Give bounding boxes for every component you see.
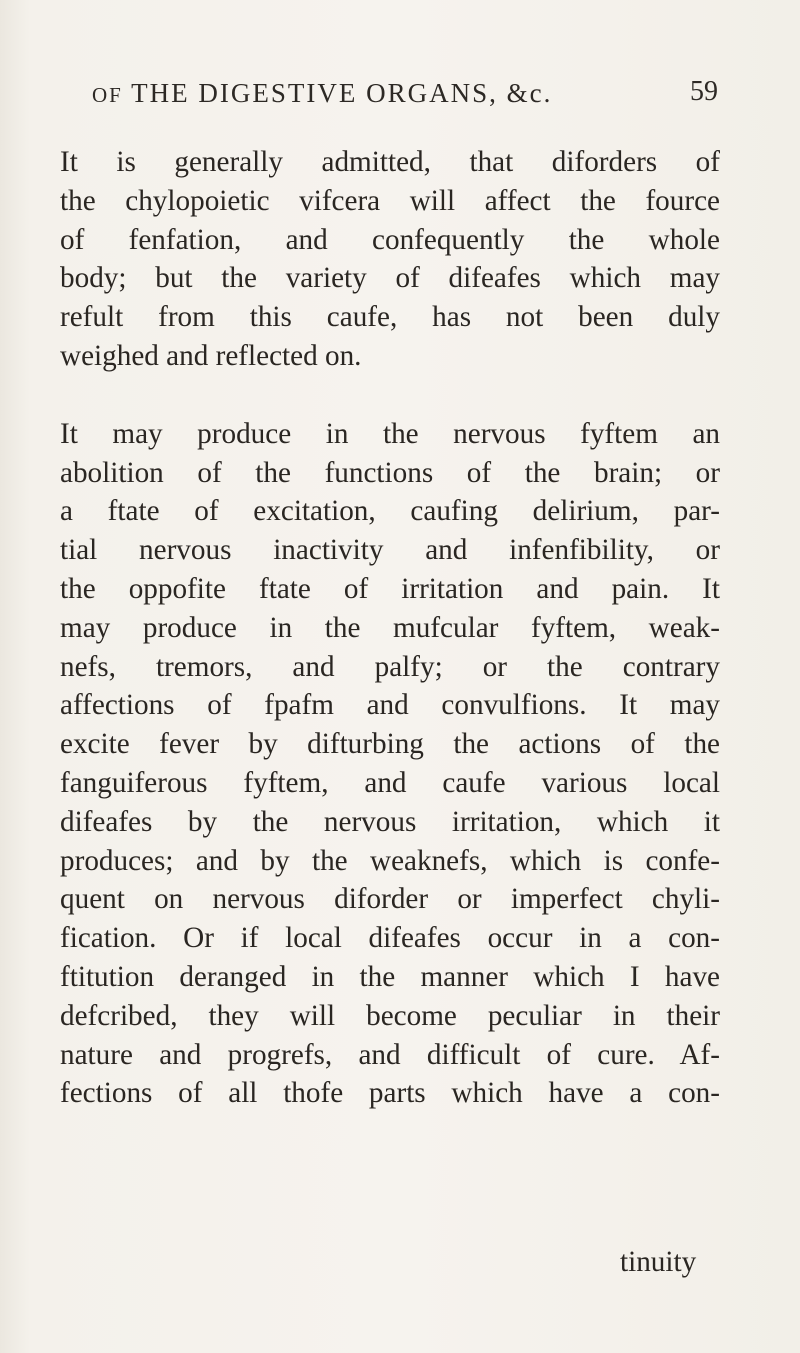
text-line: of fenfation, and confequently the whole bbox=[60, 223, 720, 256]
running-head-title: THE DIGESTIVE ORGANS, &c. bbox=[131, 78, 553, 108]
text-line: abolition of the functions of the brain; or bbox=[60, 456, 720, 489]
catchword: tinuity bbox=[620, 1246, 697, 1278]
text-line: refult from this caufe, has not been duly bbox=[60, 301, 720, 334]
text-line: affections of fpafm and convulfions. It may bbox=[60, 689, 720, 722]
text-line: difeafes by the nervous irritation, which it bbox=[60, 805, 720, 838]
text-line: nature and progrefs, and difficult of cure. Af- bbox=[60, 1038, 720, 1071]
text-line: produces; and by the weaknefs, which is confe- bbox=[60, 844, 720, 877]
text-line: defcribed, they will become peculiar in their bbox=[60, 999, 720, 1032]
text-line: the oppofite ftate of irritation and pain. It bbox=[60, 572, 720, 605]
text-line: quent on nervous diforder or imperfect chyli- bbox=[60, 883, 720, 916]
text-line: fections of all thofe parts which have a con- bbox=[60, 1077, 720, 1110]
text-line: tial nervous inactivity and infenfibility, or bbox=[60, 534, 720, 567]
text-line: a ftate of excitation, caufing delirium, par- bbox=[60, 495, 720, 528]
running-head bbox=[92, 78, 712, 109]
text-line: It may produce in the nervous fyftem an bbox=[60, 417, 720, 450]
text-line: fication. Or if local difeafes occur in a con- bbox=[60, 922, 720, 955]
running-head-of: OF bbox=[92, 83, 123, 107]
text-line: ftitution deranged in the manner which I have bbox=[60, 960, 720, 993]
body-text bbox=[60, 143, 720, 1113]
text-line: nefs, tremors, and palfy; or the contrary bbox=[60, 650, 720, 683]
text-line: body; but the variety of difeafes which may bbox=[60, 262, 720, 295]
text-line: excite fever by difturbing the actions of the bbox=[60, 728, 720, 761]
paragraph-1 bbox=[60, 143, 720, 376]
text-line: fanguiferous fyftem, and caufe various local bbox=[60, 766, 720, 799]
text-line: weighed and reflected on. bbox=[60, 339, 362, 372]
text-line: It is generally admitted, that diforders of bbox=[60, 146, 720, 178]
page-number: 59 bbox=[690, 76, 718, 107]
text-line: may produce in the mufcular fyftem, weak- bbox=[60, 611, 720, 644]
paragraph-2 bbox=[60, 415, 720, 1113]
text-line: the chylopoietic vifcera will affect the fource bbox=[60, 184, 720, 217]
